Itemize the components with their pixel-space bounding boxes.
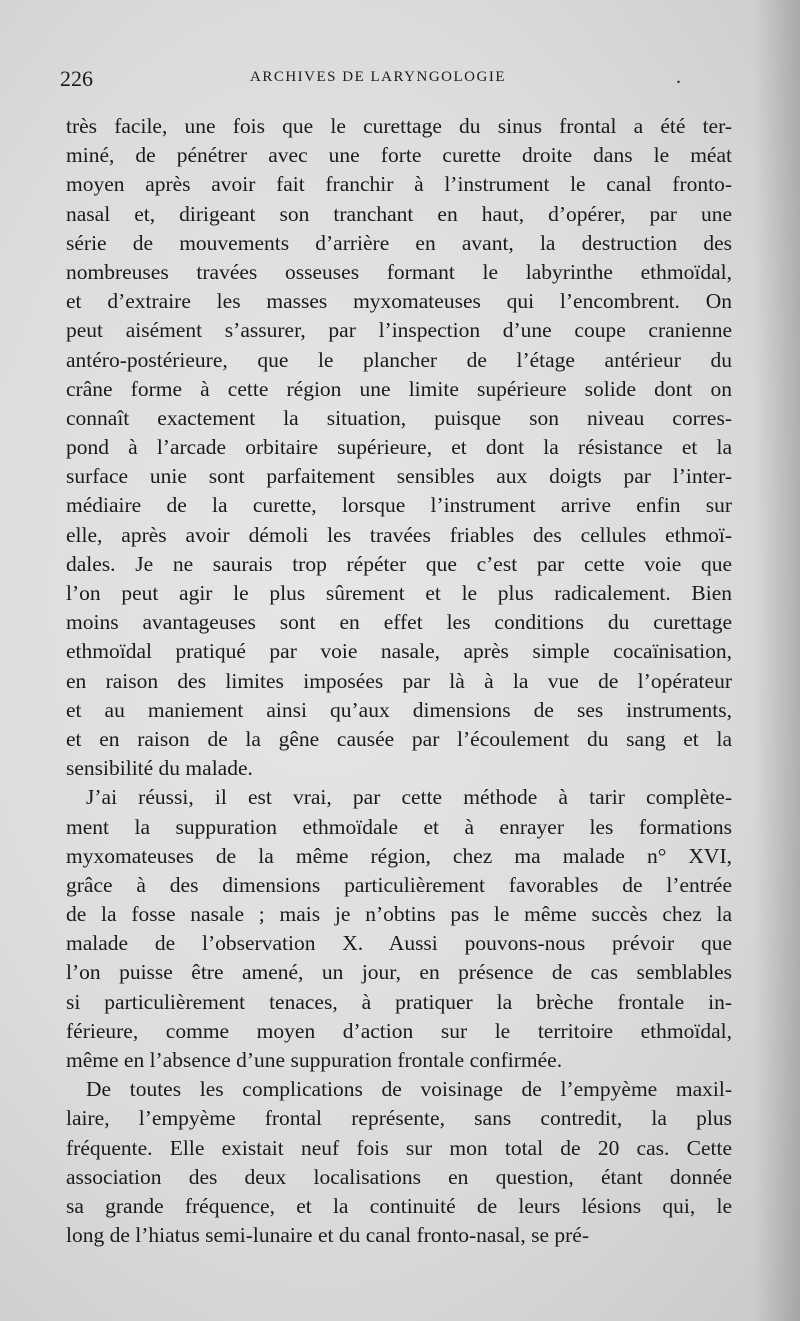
text-line: et en raison de la gêne causée par l’écoulement du sang et la (66, 726, 732, 751)
text-line: si particulièrement tenaces, à pratiquer la brèche frontale in- (66, 989, 732, 1014)
running-title: ARCHIVES DE LARYNGOLOGIE (250, 69, 506, 85)
page-gutter-shadow (754, 0, 800, 1321)
text-line: très facile, une fois que le curettage du sinus frontal a été ter- (66, 114, 732, 138)
header-mark: . (676, 66, 681, 88)
text-line: fréquente. Elle existait neuf fois sur mon total de 20 cas. Cette (66, 1135, 732, 1160)
text-line: nombreuses travées osseuses formant le labyrinthe ethmoïdal, (66, 259, 732, 284)
text-line: myxomateuses de la même région, chez ma malade n° XVI, (66, 843, 732, 868)
text-line: ment la suppuration ethmoïdale et à enrayer les formations (66, 814, 732, 839)
text-line: association des deux localisations en question, étant donnée (66, 1164, 732, 1189)
text-line: antéro-postérieure, que le plancher de l’étage antérieur du (66, 347, 732, 372)
text-line: dales. Je ne saurais trop répéter que c’est par cette voie que (66, 551, 732, 576)
text-line: J’ai réussi, il est vrai, par cette méthode à tarir complète- (86, 785, 732, 810)
text-line: pond à l’arcade orbitaire supérieure, et dont la résistance et la (66, 435, 732, 460)
text-line: malade de l’observation X. Aussi pouvons-nous prévoir que (66, 931, 732, 956)
text-line: même en l’absence d’une suppuration frontale confirmée. (66, 1048, 563, 1072)
body-text (66, 112, 732, 1250)
text-line: et au maniement ainsi qu’aux dimensions de ses instruments, (66, 697, 732, 722)
paragraph (66, 1075, 732, 1250)
page-header (60, 66, 750, 92)
text-line: connaît exactement la situation, puisque son niveau corres- (66, 405, 732, 430)
text-line: sensibilité du malade. (66, 756, 253, 781)
text-line: médiaire de la curette, lorsque l’instrument arrive enfin sur (66, 493, 732, 518)
text-line: l’on puisse être amené, un jour, en présence de cas semblables (66, 960, 732, 985)
text-line: surface unie sont parfaitement sensibles aux doigts par l’inter- (66, 464, 732, 489)
paragraph (66, 112, 732, 783)
text-line: ethmoïdal pratiqué par voie nasale, après simple cocaïnisation, (66, 639, 732, 664)
text-line: long de l’hiatus semi-lunaire et du canal fronto-nasal, se pré- (66, 1223, 589, 1248)
text-line: férieure, comme moyen d’action sur le territoire ethmoïdal, (66, 1018, 732, 1043)
text-line: série de mouvements d’arrière en avant, la destruction des (66, 230, 732, 255)
text-line: de la fosse nasale ; mais je n’obtins pas le même succès chez la (66, 902, 732, 927)
text-line: laire, l’empyème frontal représente, sans contredit, la plus (66, 1106, 732, 1131)
text-line: crâne forme à cette région une limite supérieure solide dont on (66, 376, 732, 401)
text-line: et d’extraire les masses myxomateuses qui l’encombrent. On (66, 289, 732, 314)
text-line: De toutes les complications de voisinage de l’empyème maxil- (86, 1077, 732, 1102)
text-line: peut aisément s’assurer, par l’inspection d’une coupe cranienne (66, 318, 732, 343)
text-line: sa grande fréquence, et la continuité de leurs lésions qui, le (66, 1193, 732, 1218)
text-line: grâce à des dimensions particulièrement favorables de l’entrée (66, 872, 732, 897)
paragraph (66, 783, 732, 1075)
page-number: 226 (60, 66, 93, 91)
text-line: en raison des limites imposées par là à la vue de l’opérateur (66, 668, 732, 693)
text-line: elle, après avoir démoli les travées friables des cellules ethmoï- (66, 522, 732, 547)
text-line: moins avantageuses sont en effet les conditions du curettage (66, 610, 732, 635)
text-line: miné, de pénétrer avec une forte curette droite dans le méat (66, 143, 732, 168)
text-line: l’on peut agir le plus sûrement et le plus radicalement. Bien (66, 581, 732, 605)
text-line: moyen après avoir fait franchir à l’instrument le canal fronto- (66, 172, 732, 197)
text-line: nasal et, dirigeant son tranchant en haut, d’opérer, par une (66, 201, 732, 226)
